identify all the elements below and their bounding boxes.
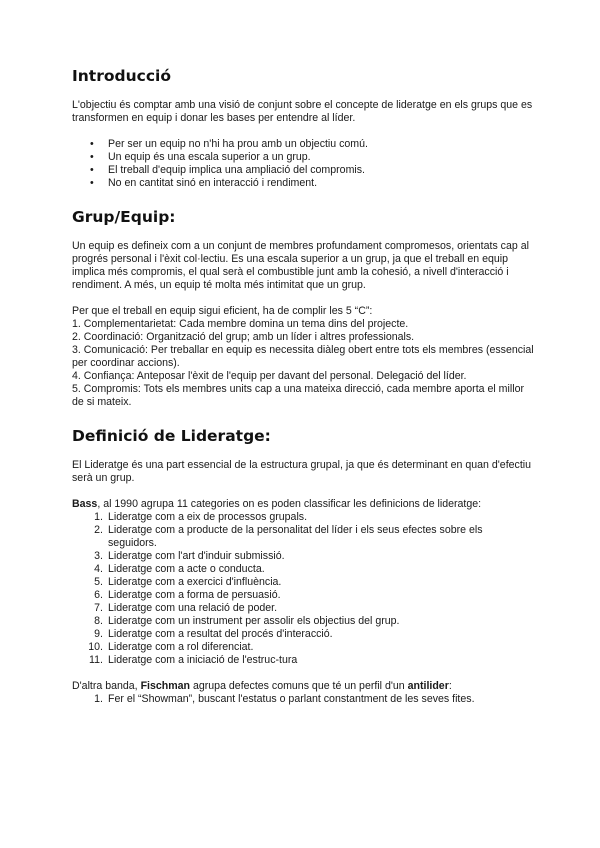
list-item: 1. Fer el “Showman”, buscant l'estatus o parlant constantment de les seves fites. xyxy=(94,693,475,705)
list-item: 8. Lideratge com un instrument per assolir els objectius del grup. xyxy=(94,615,400,627)
bass-paragraph: Bass, al 1990 agrupa 11 categories on es poden classificar les definicions de lideratge: xyxy=(72,498,482,510)
list-item: 5. Compromis: Tots els membres units cap a una mateixa direcció, cada membre aporta el millor de si mateix. xyxy=(72,383,524,408)
list-item: 6. Lideratge com a forma de persuasió. xyxy=(94,589,281,601)
document-content xyxy=(72,66,534,706)
intro-bullet-list xyxy=(72,138,534,190)
bullet-icon: • xyxy=(90,164,94,176)
list-item: 5. Lideratge com a exercici d'influència. xyxy=(94,576,282,588)
bass-categories-list xyxy=(72,511,534,667)
list-item: 9. Lideratge com a resultat del procés d'interacció. xyxy=(94,628,333,640)
five-c-intro: Per que el treball en equip sigui eficient, ha de complir les 5 “C”: xyxy=(72,305,373,317)
bass-name: Bass xyxy=(72,498,98,510)
list-item: • El treball d'equip implica una ampliació del compromis. xyxy=(90,164,365,176)
five-c-list xyxy=(72,305,534,409)
list-item: 2. Coordinació: Organització del grup; amb un líder i altres professionals. xyxy=(72,331,415,343)
antilider-term: antilider xyxy=(407,680,449,692)
fischman-paragraph: D'altra banda, Fischman agrupa defectes comuns que té un perfil d'un antilider: xyxy=(72,680,452,692)
list-item: 3. Lideratge com l'art d'induir submissió. xyxy=(94,550,285,562)
list-item: 4. Confiança: Anteposar l'èxit de l'equip per davant del personal. Delegació del líder. xyxy=(72,370,467,382)
group-heading: Grup/Equip: xyxy=(72,208,176,226)
intro-heading: Introducció xyxy=(72,67,171,85)
bullet-icon: • xyxy=(90,151,94,163)
bullet-icon: • xyxy=(90,177,94,189)
list-item: • No en cantitat sinó en interacció i rendiment. xyxy=(90,177,318,189)
list-item: 3. Comunicació: Per treballar en equip es necessita diàleg obert entre tots els membres (essencial per coordinar accions). xyxy=(72,344,534,369)
leadership-heading: Definició de Lideratge: xyxy=(72,427,271,445)
list-item: 1. Lideratge com a eix de processos grupals. xyxy=(94,511,308,523)
list-item: • Per ser un equip no n'hi ha prou amb un objectiu comú. xyxy=(90,138,368,150)
fischman-defects-list xyxy=(72,693,534,706)
list-item: 4. Lideratge com a acte o conducta. xyxy=(94,563,265,575)
list-item: 11. Lideratge com a iniciació de l'estruc-tura xyxy=(89,654,298,666)
bullet-icon: • xyxy=(90,138,94,150)
group-paragraph: Un equip es defineix com a un conjunt de membres profundament compromesos, orientats cap al progrés personal i l'èxit col·lectiu. Es una escala superior a un grup, ja que el treball en equip implica més compromis, el qual serà el combustible junt amb la cohesió, a nivell d'interacció i rendiment. A més, un equip té molta més intimitat que un grup. xyxy=(72,240,529,291)
list-item: 10. Lideratge com a rol diferenciat. xyxy=(88,641,254,653)
intro-paragraph: L'objectiu és comptar amb una visió de conjunt sobre el concepte de lideratge en els grups que es transformen en equip i donar les bases per entendre al líder. xyxy=(72,99,533,124)
fischman-name: Fischman xyxy=(140,680,191,692)
list-item: • Un equip és una escala superior a un grup. xyxy=(90,151,311,163)
list-item: 1. Complementarietat: Cada membre domina un tema dins del projecte. xyxy=(72,318,409,330)
leadership-paragraph: El Lideratge és una part essencial de la estructura grupal, ja que és determinant en quan d'efectiu serà un grup. xyxy=(72,459,532,484)
list-item: 2. Lideratge com a producte de la personalitat del líder i els seus efectes sobre els seguidors. xyxy=(94,524,483,549)
list-item: 7. Lideratge com una relació de poder. xyxy=(94,602,278,614)
